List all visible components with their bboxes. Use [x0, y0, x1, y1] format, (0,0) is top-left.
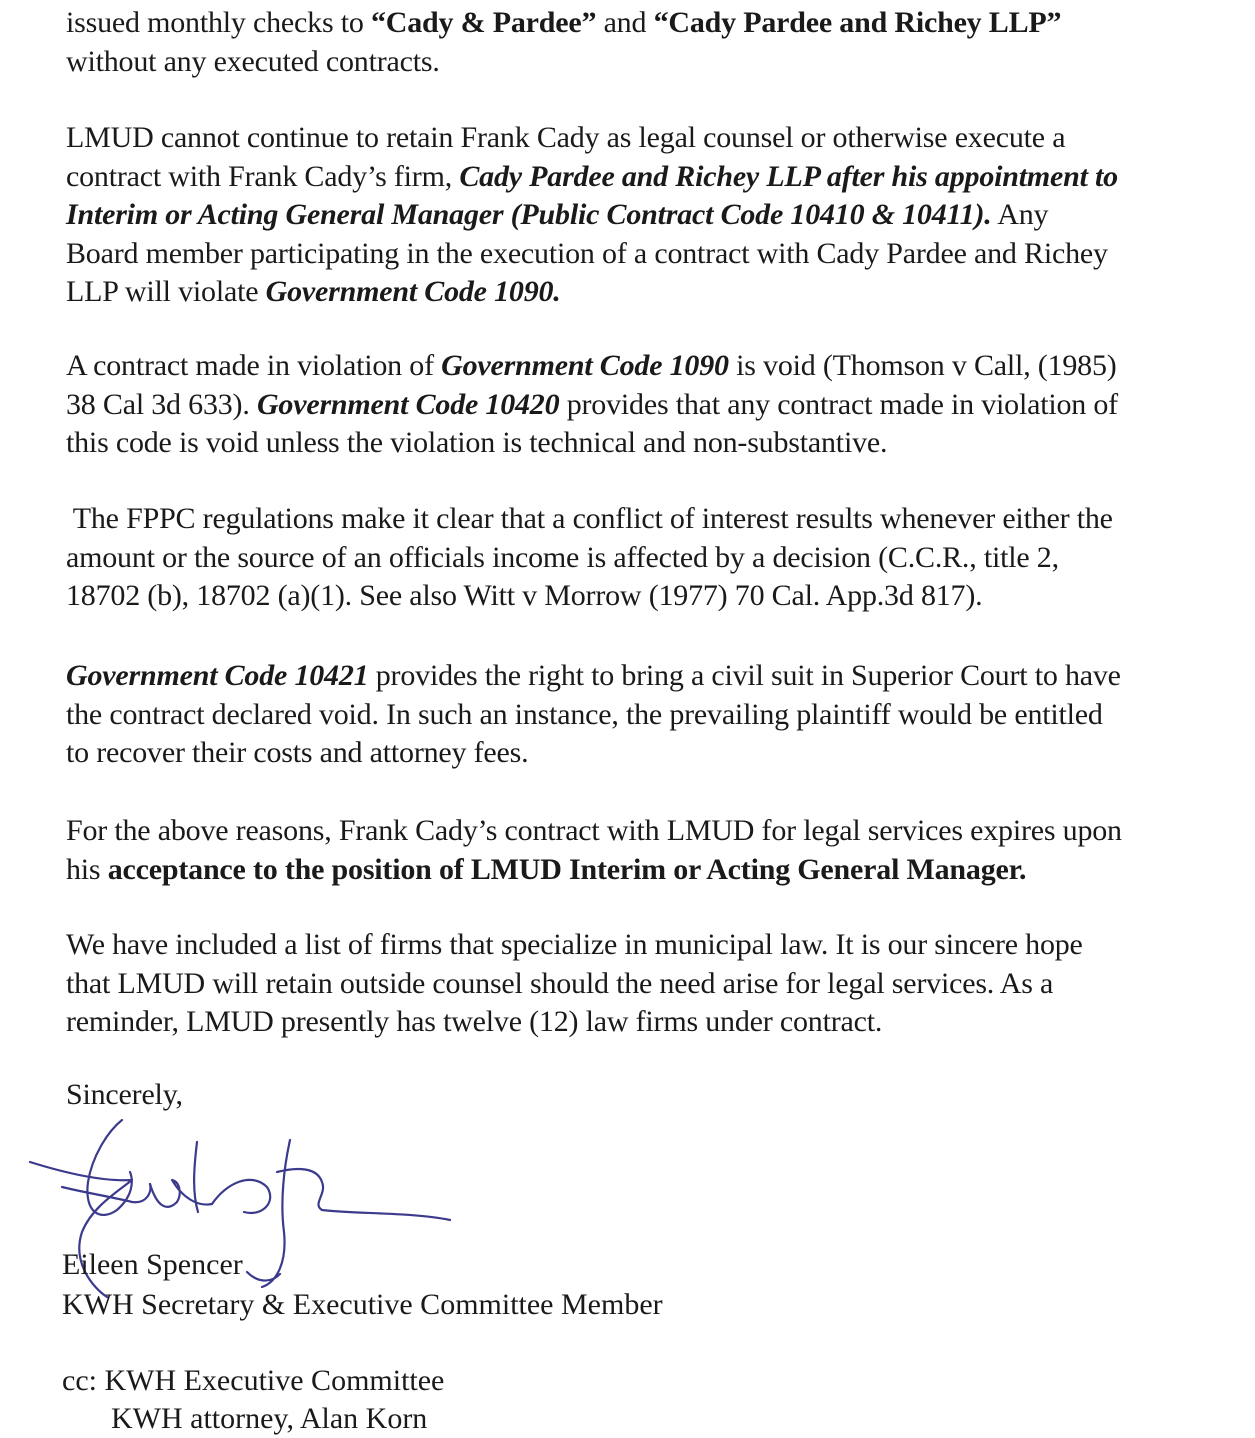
- emphasis-text: acceptance to the position of LMUD Interim or Acting General Manager.: [107, 852, 1027, 886]
- firm-name: “Cady Pardee and Richey LLP”: [653, 6, 1062, 39]
- text-line: Interim or Acting General Manager (Public Contract Code 10410 & 10411). Any: [66, 198, 1049, 231]
- text-line: Board member participating in the execution of a contract with Cady Pardee and Richey: [66, 236, 1108, 270]
- legal-citation: Government Code 10420: [256, 387, 560, 421]
- text-line: his acceptance to the position of LMUD Interim or Acting General Manager.: [66, 852, 1027, 886]
- paragraph-void-contract: [66, 347, 1255, 463]
- paragraph-civil-suit: [66, 657, 1255, 773]
- text-line: to recover their costs and attorney fees.: [66, 736, 529, 769]
- text-line: The FPPC regulations make it clear that a conflict of interest results whenever either the: [66, 502, 1113, 535]
- signer-title: KWH Secretary & Executive Committee Member: [62, 1288, 663, 1321]
- legal-citation: Government Code 10421: [66, 659, 369, 692]
- paragraph-fppc: [66, 500, 1255, 616]
- cc-block: [62, 1362, 444, 1438]
- text-line: Government Code 10421 provides the right to bring a civil suit in Superior Court to have: [66, 659, 1121, 692]
- text-line: reminder, LMUD presently has twelve (12) law firms under contract.: [66, 1005, 883, 1038]
- text-line: 38 Cal 3d 633). Government Code 10420 provides that any contract made in violation of: [66, 387, 1118, 421]
- text-line: A contract made in violation of Government Code 1090 is void (Thomson v Call, (1985): [66, 349, 1117, 382]
- cc-line: KWH attorney, Alan Korn: [111, 1402, 428, 1435]
- text-line: LLP will violate Government Code 1090.: [66, 275, 561, 308]
- legal-citation: Government Code 1090: [441, 349, 729, 382]
- text-line: For the above reasons, Frank Cady’s contract with LMUD for legal services expires upon: [66, 814, 1122, 847]
- text-line: issued monthly checks to “Cady & Pardee” and “Cady Pardee and Richey LLP”: [66, 6, 1062, 39]
- legal-citation: Government Code 1090.: [265, 275, 561, 308]
- legal-citation: Interim or Acting General Manager (Public Contract Code 10410 & 10411).: [66, 198, 992, 231]
- signer-name: Eileen Spencer: [62, 1248, 243, 1281]
- text-line: that LMUD will retain outside counsel should the need arise for legal services. As a: [66, 966, 1054, 1000]
- text-line: contract with Frank Cady’s firm, Cady Pardee and Richey LLP after his appointment to: [66, 159, 1118, 193]
- paragraph-payments: [66, 4, 1255, 81]
- text-line: without any executed contracts.: [66, 44, 440, 78]
- cc-line: cc: KWH Executive Committee: [62, 1364, 445, 1397]
- text-line: LMUD cannot continue to retain Frank Cady as legal counsel or otherwise execute a: [66, 121, 1066, 154]
- signer-block: [62, 1245, 663, 1325]
- legal-citation: Cady Pardee and Richey LLP after his appointment to: [459, 159, 1118, 193]
- text-line: We have included a list of firms that specialize in municipal law. It is our sincere hope: [66, 928, 1083, 961]
- text-line: this code is void unless the violation is technical and non-substantive.: [66, 426, 888, 459]
- paragraph-conclusion: [66, 812, 1255, 889]
- paragraph-firm-list: [66, 926, 1255, 1042]
- closing-salutation: Sincerely,: [66, 1078, 183, 1111]
- text-line: the contract declared void. In such an instance, the prevailing plaintiff would be entitled: [66, 697, 1103, 731]
- text-line: amount or the source of an officials income is affected by a decision (C.C.R., title 2,: [66, 540, 1059, 574]
- firm-name: “Cady & Pardee”: [370, 6, 597, 39]
- paragraph-retention: [66, 119, 1255, 312]
- text-line: 18702 (b), 18702 (a)(1). See also Witt v Morrow (1977) 70 Cal. App.3d 817).: [66, 579, 983, 612]
